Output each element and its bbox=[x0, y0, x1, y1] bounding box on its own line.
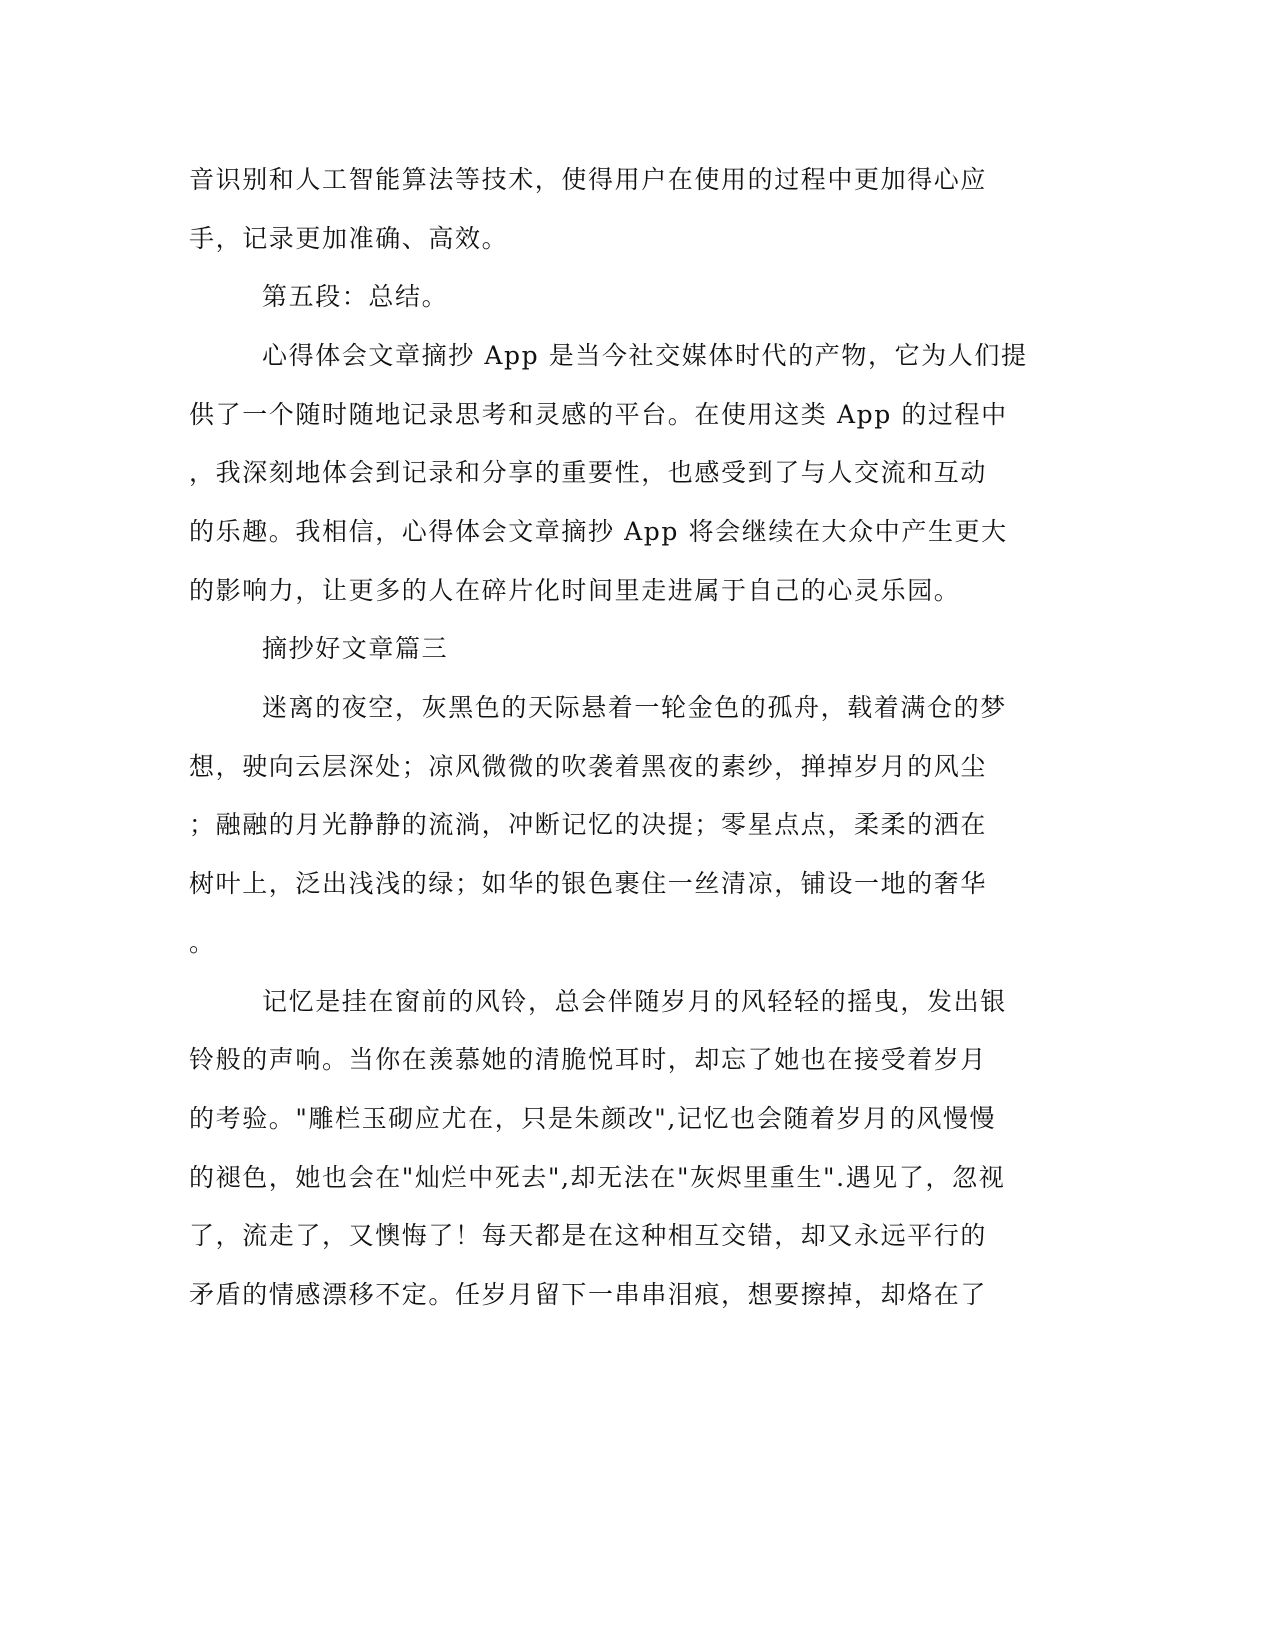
text-line: 手，记录更加准确、高效。 bbox=[189, 224, 509, 253]
text-line: 树叶上，泛出浅浅的绿；如华的银色裹住一丝清凉，铺设一地的奢华 bbox=[189, 869, 988, 898]
text-line: 的影响力，让更多的人在碎片化时间里走进属于自己的心灵乐园。 bbox=[189, 576, 961, 605]
text-line: 的乐趣。我相信，心得体会文章摘抄 App 将会继续在大众中产生更大 bbox=[189, 517, 1008, 546]
text-line: 的考验。"雕栏玉砌应尤在，只是朱颜改",记忆也会随着岁月的风慢慢 bbox=[189, 1104, 997, 1133]
text-line: 供了一个随时随地记录思考和灵感的平台。在使用这类 App 的过程中 bbox=[189, 400, 1008, 429]
text-line: 了，流走了，又懊悔了！每天都是在这种相互交错，却又永远平行的 bbox=[189, 1221, 988, 1250]
text-line: 心得体会文章摘抄 App 是当今社交媒体时代的产物，它为人们提 bbox=[262, 341, 1028, 370]
text-line: 铃般的声响。当你在羡慕她的清脆悦耳时，却忘了她也在接受着岁月 bbox=[189, 1045, 988, 1074]
text-line: 。 bbox=[189, 928, 216, 957]
text-line: 迷离的夜空，灰黑色的天际悬着一轮金色的孤舟，载着满仓的梦 bbox=[262, 693, 1007, 722]
text-line: ，我深刻地体会到记录和分享的重要性，也感受到了与人交流和互动 bbox=[189, 458, 988, 487]
text-line: ；融融的月光静静的流淌，冲断记忆的决提；零星点点，柔柔的洒在 bbox=[189, 810, 988, 839]
text-line: 矛盾的情感漂移不定。任岁月留下一串串泪痕，想要擦掉，却烙在了 bbox=[189, 1280, 988, 1309]
article-title: 摘抄好文章篇三 bbox=[262, 634, 449, 663]
text-line: 音识别和人工智能算法等技术，使得用户在使用的过程中更加得心应 bbox=[189, 165, 988, 194]
text-line: 想，驶向云层深处；凉风微微的吹袭着黑夜的素纱，掸掉岁月的风尘 bbox=[189, 752, 988, 781]
text-line: 的褪色，她也会在"灿烂中死去",却无法在"灰烬里重生".遇见了，忽视 bbox=[189, 1163, 1006, 1192]
text-line: 记忆是挂在窗前的风铃，总会伴随岁月的风轻轻的摇曳，发出银 bbox=[262, 987, 1007, 1016]
section-heading: 第五段：总结。 bbox=[262, 282, 449, 311]
